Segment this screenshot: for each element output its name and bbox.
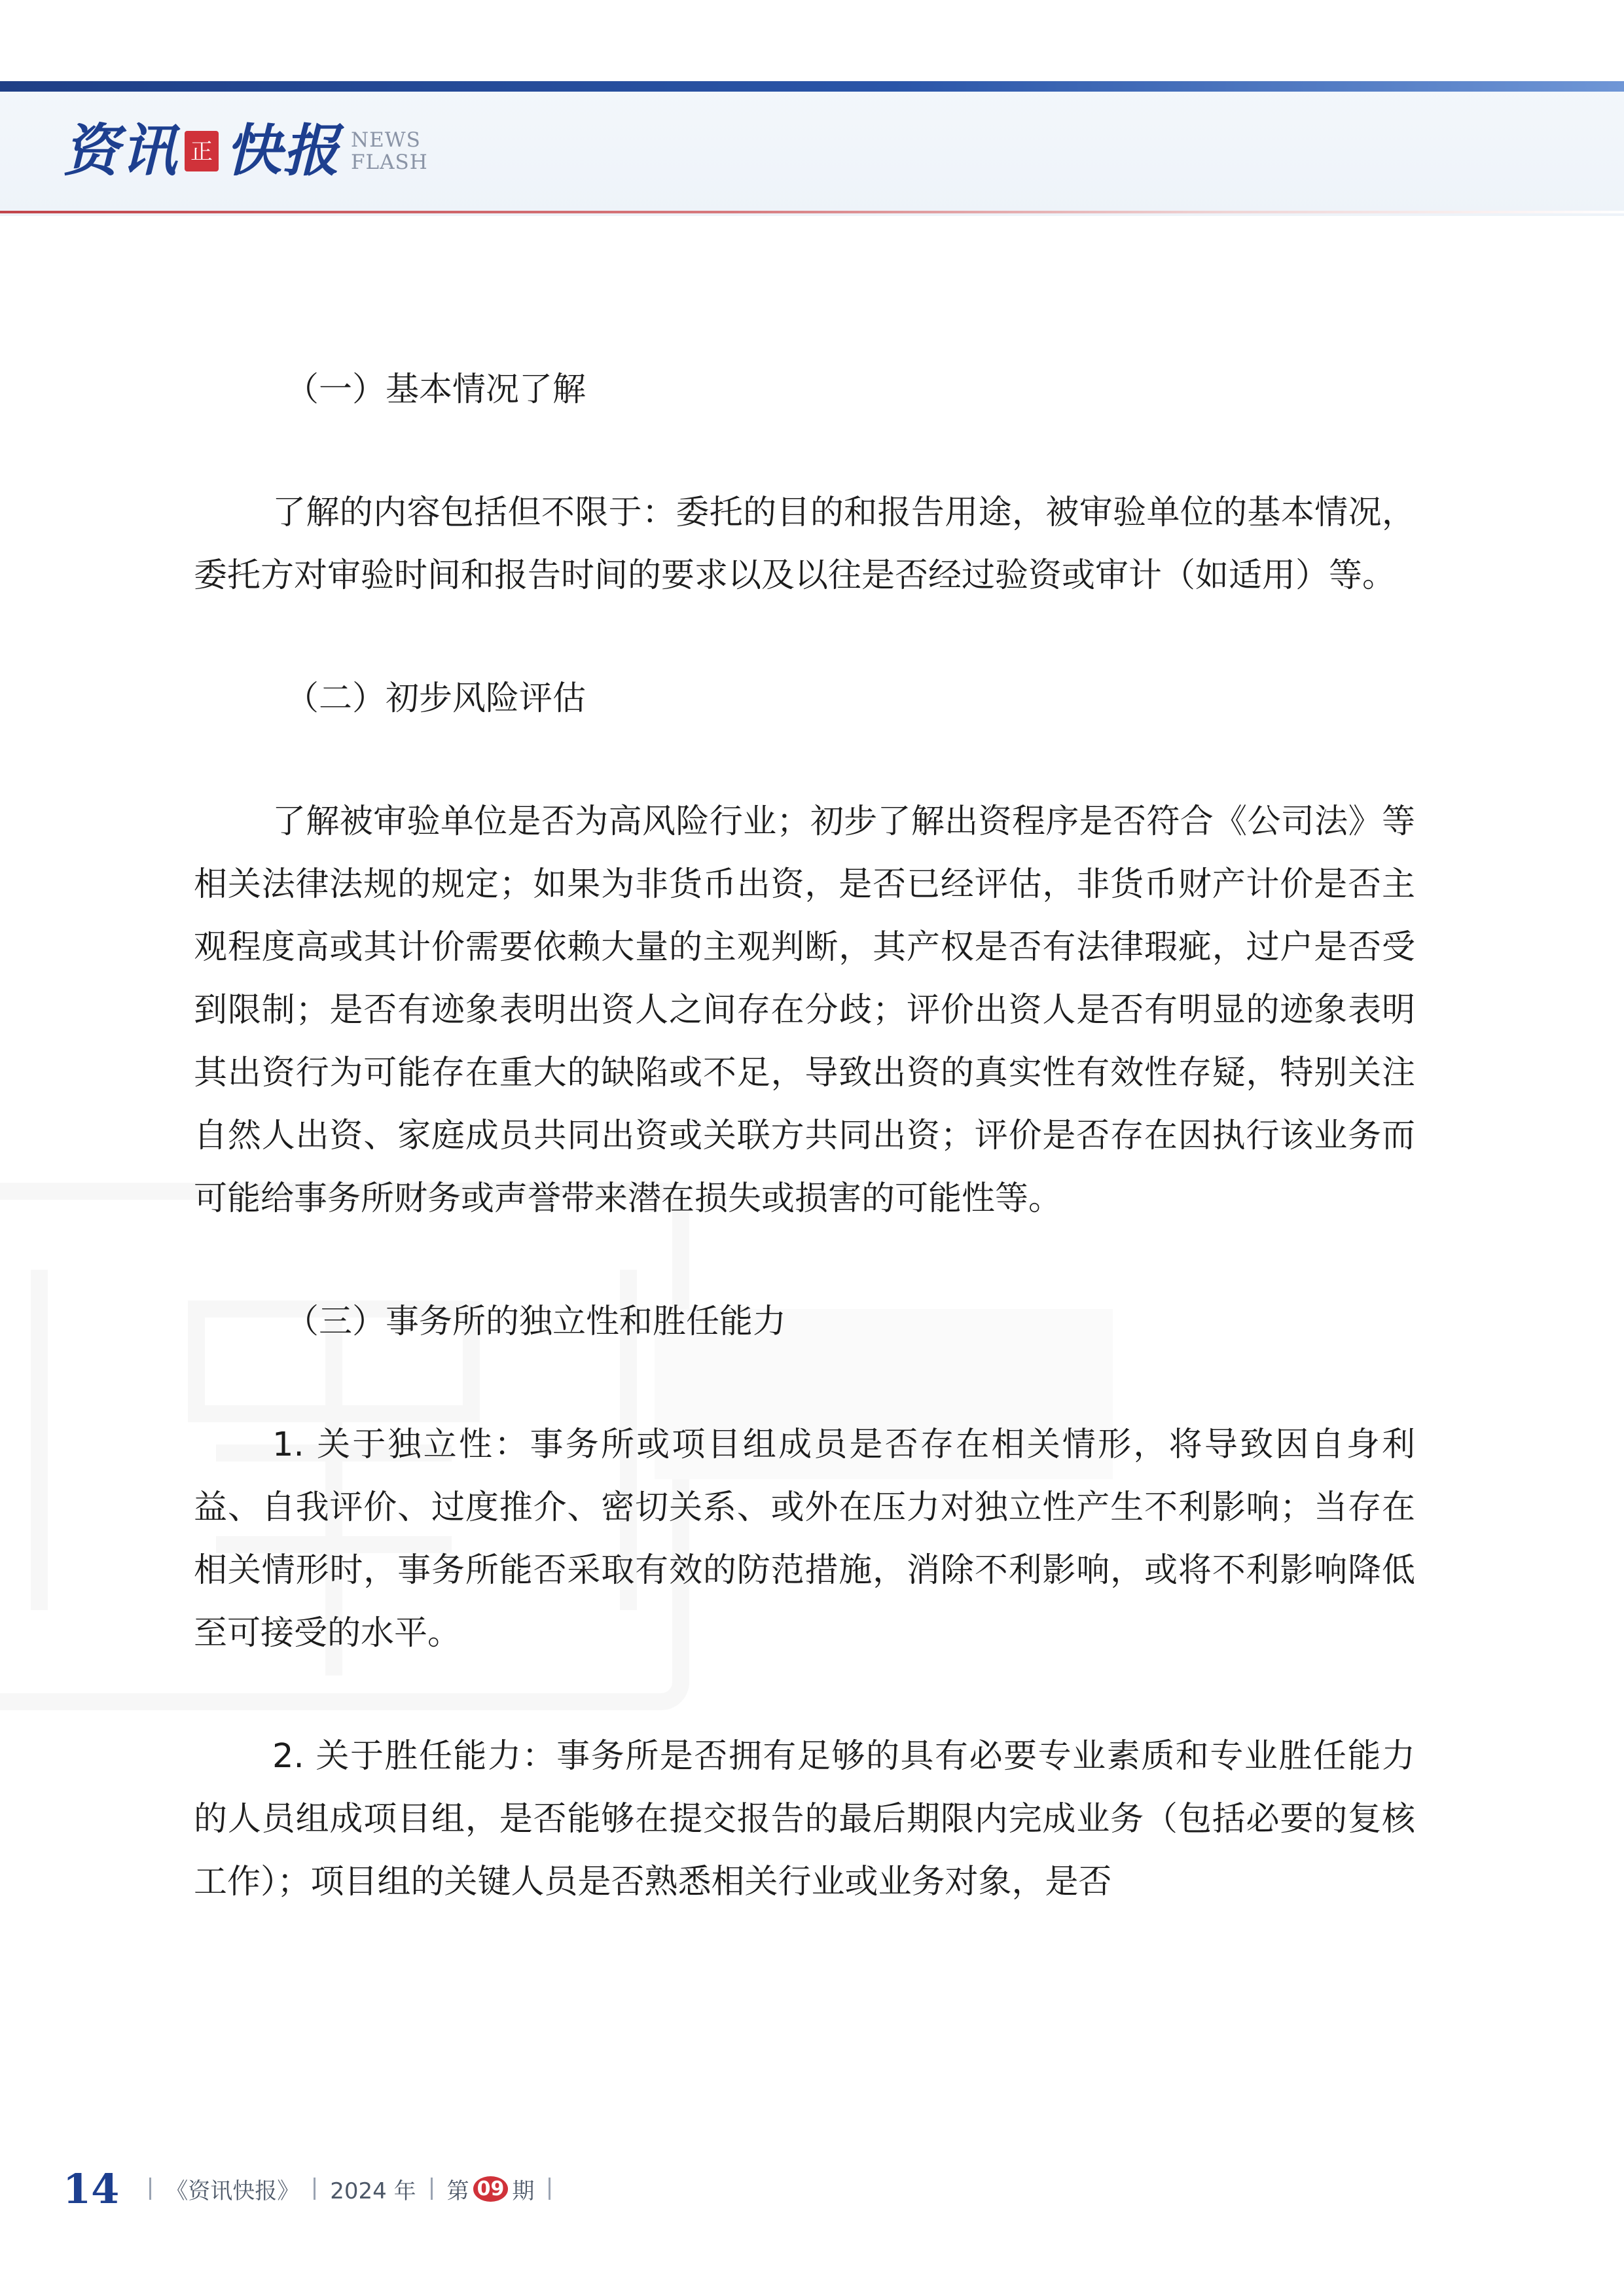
logo-title-part2: 快报 <box>225 118 340 184</box>
section-heading-2: （二）初步风险评估 <box>285 679 586 718</box>
footer-divider <box>314 2178 316 2200</box>
footer-divider <box>149 2178 151 2200</box>
paragraph-competence: 2. 关于胜任能力：事务所是否拥有足够的具有必要专业素质和专业胜任能力的人员组成项目组，是否能够在提交报告的最后期限内完成业务（包括必要的复核工作）；项目组的关键人员是否熟悉相关行业或业务对象，是否 <box>194 1737 1415 1901</box>
logo-english <box>351 129 428 173</box>
footer-divider <box>431 2178 433 2200</box>
issue-number: 09 <box>473 2176 509 2202</box>
logo-english-line2: FLASH <box>351 151 428 174</box>
publication-year: 2024 年 <box>330 2178 416 2204</box>
logo-english-line1: NEWS <box>351 128 421 152</box>
paragraph-risk-assessment: 了解被审验单位是否为高风险行业；初步了解出资程序是否符合《公司法》等相关法律法规的规定；如果为非货币出资，是否已经评估，非货币财产计价是否主观程度高或其计价需要依赖大量的主观判断，其产权是否有法律瑕疵，过户是否受到限制；是否有迹象表明出资人之间存在分歧；评价出资人是否有明显的迹象表明其出资行为可能存在重大的缺陷或不足，导致出资的真实性有效性存疑，特别关注自然人出资、家庭成员共同出资或关联方共同出资；评价是否存在因执行该业务而可能给事务所财务或声誉带来潜在损失或损害的可能性等。 <box>194 802 1415 1218</box>
paragraph-independence: 1. 关于独立性：事务所或项目组成员是否存在相关情形，将导致因自身利益、自我评价、过度推介、密切关系、或外在压力对独立性产生不利影响；当存在相关情形时，事务所能否采取有效的防范措施，消除不利影响，或将不利影响降低至可接受的水平。 <box>194 1426 1415 1653</box>
page-number: 14 <box>63 2164 120 2213</box>
article-body <box>194 359 1415 1914</box>
paragraph-basic-info: 了解的内容包括但不限于：委托的目的和报告用途，被审验单位的基本情况，委托方对审验时间和报告时间的要求以及以往是否经过验资或审计（如适用）等。 <box>194 493 1415 595</box>
seal-character: 正 <box>190 139 213 165</box>
footer-divider <box>549 2178 550 2200</box>
section-heading-3: （三）事务所的独立性和胜任能力 <box>285 1302 787 1341</box>
header-bottom-rule <box>0 211 1624 213</box>
logo-title-part1: 资讯 <box>63 118 178 184</box>
page-footer <box>63 2156 565 2221</box>
publication-name: 《资讯快报》 <box>166 2178 300 2204</box>
issue-prefix: 第 <box>446 2178 469 2204</box>
masthead-logo <box>63 115 428 187</box>
issue-suffix: 期 <box>512 2178 535 2204</box>
section-heading-1: （一）基本情况了解 <box>285 370 586 409</box>
seal-icon <box>185 131 219 171</box>
header-top-rule <box>0 81 1624 92</box>
